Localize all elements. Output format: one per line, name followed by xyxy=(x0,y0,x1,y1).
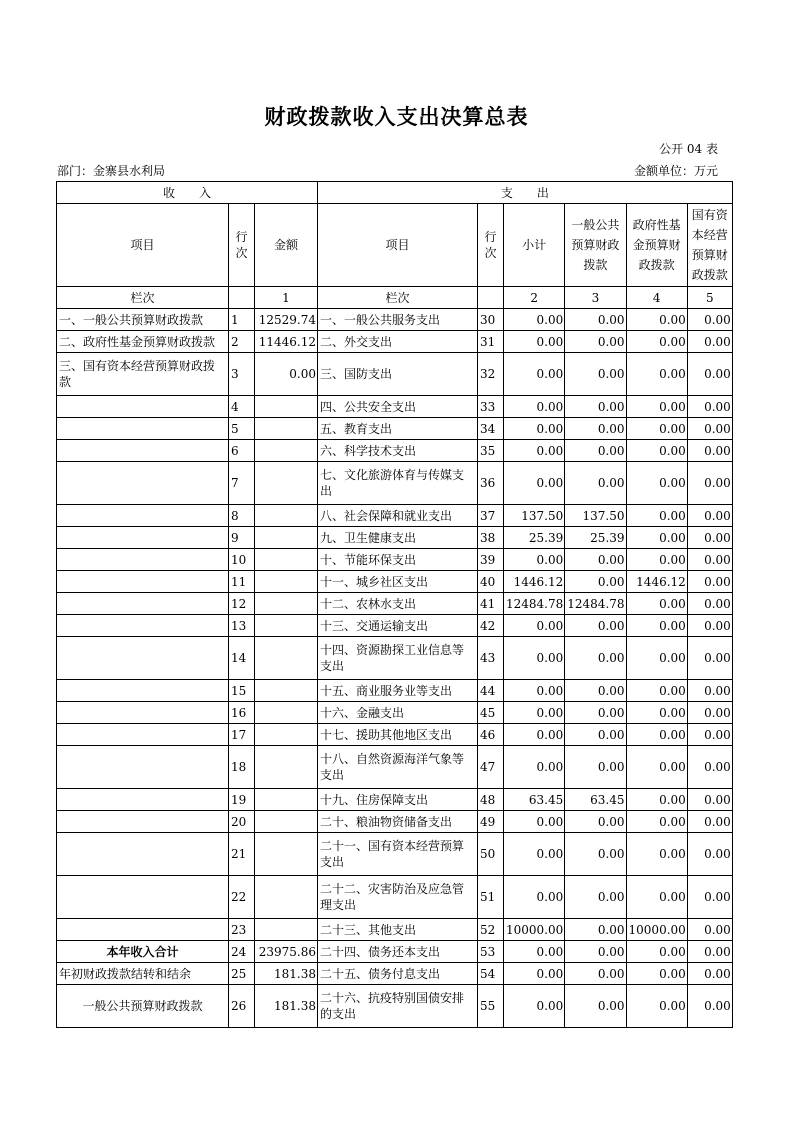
fund-budget-value: 0.00 xyxy=(626,680,687,702)
col-number-1: 1 xyxy=(255,287,318,309)
general-budget-value: 0.00 xyxy=(565,396,626,418)
state-capital-value: 0.00 xyxy=(687,702,732,724)
income-amount: 11446.12 xyxy=(255,331,318,353)
fund-budget-value: 0.00 xyxy=(626,637,687,680)
subtotal-value: 0.00 xyxy=(504,462,565,505)
expense-item: 十、节能环保支出 xyxy=(318,549,478,571)
state-capital-value: 0.00 xyxy=(687,985,732,1028)
income-item xyxy=(57,833,229,876)
expense-item: 六、科学技术支出 xyxy=(318,440,478,462)
general-budget-value: 0.00 xyxy=(565,615,626,637)
income-line-number: 18 xyxy=(229,746,255,789)
subtotal-header: 小计 xyxy=(504,204,565,287)
general-budget-value: 0.00 xyxy=(565,440,626,462)
expense-line-number: 30 xyxy=(478,309,504,331)
expense-line-number: 53 xyxy=(478,941,504,963)
table-row xyxy=(57,876,733,919)
subtotal-value: 0.00 xyxy=(504,418,565,440)
fund-budget-value: 0.00 xyxy=(626,353,687,396)
income-line-number: 17 xyxy=(229,724,255,746)
income-line-number: 7 xyxy=(229,462,255,505)
general-budget-value: 0.00 xyxy=(565,331,626,353)
table-row xyxy=(57,941,733,963)
section-header-row xyxy=(57,182,733,204)
income-amount: 23975.86 xyxy=(255,941,318,963)
subtotal-value: 0.00 xyxy=(504,309,565,331)
general-budget-value: 0.00 xyxy=(565,941,626,963)
fund-budget-value: 0.00 xyxy=(626,985,687,1028)
expense-line-number: 34 xyxy=(478,418,504,440)
income-line-number: 12 xyxy=(229,593,255,615)
subtotal-value: 10000.00 xyxy=(504,919,565,941)
income-line-number: 6 xyxy=(229,440,255,462)
general-budget-value: 0.00 xyxy=(565,680,626,702)
general-budget-value: 0.00 xyxy=(565,702,626,724)
income-item: 一、一般公共预算财政拨款 xyxy=(57,309,229,331)
income-item xyxy=(57,396,229,418)
expense-item: 十二、农林水支出 xyxy=(318,593,478,615)
income-item xyxy=(57,571,229,593)
subtotal-value: 0.00 xyxy=(504,680,565,702)
table-row xyxy=(57,637,733,680)
income-amount xyxy=(255,527,318,549)
fund-budget-header: 政府性基金预算财政拨款 xyxy=(626,204,687,287)
col-label-expense: 栏次 xyxy=(318,287,478,309)
table-row xyxy=(57,462,733,505)
general-budget-value: 137.50 xyxy=(565,505,626,527)
income-amount xyxy=(255,593,318,615)
subtotal-value: 0.00 xyxy=(504,985,565,1028)
subtotal-value: 0.00 xyxy=(504,941,565,963)
table-row xyxy=(57,418,733,440)
income-line-number: 14 xyxy=(229,637,255,680)
general-budget-value: 0.00 xyxy=(565,811,626,833)
expense-line-number: 51 xyxy=(478,876,504,919)
subtotal-value: 0.00 xyxy=(504,549,565,571)
subtotal-value: 0.00 xyxy=(504,331,565,353)
fund-budget-value: 0.00 xyxy=(626,462,687,505)
column-number-row xyxy=(57,287,733,309)
income-amount xyxy=(255,637,318,680)
expense-line-number: 44 xyxy=(478,680,504,702)
expense-line-number: 45 xyxy=(478,702,504,724)
table-row xyxy=(57,985,733,1028)
income-item xyxy=(57,811,229,833)
expense-line-number: 31 xyxy=(478,331,504,353)
expense-item: 五、教育支出 xyxy=(318,418,478,440)
expense-item: 三、国防支出 xyxy=(318,353,478,396)
fund-budget-value: 0.00 xyxy=(626,789,687,811)
amount-header: 金额 xyxy=(255,204,318,287)
state-capital-value: 0.00 xyxy=(687,571,732,593)
income-line-number: 13 xyxy=(229,615,255,637)
expense-line-number: 36 xyxy=(478,462,504,505)
table-row xyxy=(57,505,733,527)
income-section-header: 收 入 xyxy=(57,182,318,204)
fund-budget-value: 0.00 xyxy=(626,396,687,418)
fund-budget-value: 0.00 xyxy=(626,418,687,440)
income-amount xyxy=(255,746,318,789)
fund-budget-value: 0.00 xyxy=(626,549,687,571)
income-amount: 181.38 xyxy=(255,963,318,985)
state-capital-value: 0.00 xyxy=(687,396,732,418)
col-number-blank xyxy=(478,287,504,309)
state-capital-value: 0.00 xyxy=(687,876,732,919)
expense-item: 十八、自然资源海洋气象等支出 xyxy=(318,746,478,789)
fund-budget-value: 0.00 xyxy=(626,440,687,462)
income-line-number: 26 xyxy=(229,985,255,1028)
expense-line-number: 41 xyxy=(478,593,504,615)
state-capital-value: 0.00 xyxy=(687,811,732,833)
income-line-number: 23 xyxy=(229,919,255,941)
fund-budget-value: 0.00 xyxy=(626,724,687,746)
subtotal-value: 0.00 xyxy=(504,876,565,919)
income-item: 三、国有资本经营预算财政拨款 xyxy=(57,353,229,396)
income-line-number: 1 xyxy=(229,309,255,331)
income-amount xyxy=(255,680,318,702)
income-line-number: 5 xyxy=(229,418,255,440)
income-amount xyxy=(255,418,318,440)
income-item: 年初财政拨款结转和结余 xyxy=(57,963,229,985)
table-row xyxy=(57,789,733,811)
income-line-number: 4 xyxy=(229,396,255,418)
expense-item: 八、社会保障和就业支出 xyxy=(318,505,478,527)
subtotal-value: 0.00 xyxy=(504,353,565,396)
general-budget-value: 0.00 xyxy=(565,985,626,1028)
income-line-number: 22 xyxy=(229,876,255,919)
subtotal-value: 0.00 xyxy=(504,615,565,637)
state-capital-value: 0.00 xyxy=(687,462,732,505)
state-capital-value: 0.00 xyxy=(687,353,732,396)
subtotal-value: 63.45 xyxy=(504,789,565,811)
fund-budget-value: 0.00 xyxy=(626,505,687,527)
fund-budget-value: 0.00 xyxy=(626,702,687,724)
income-item xyxy=(57,746,229,789)
state-capital-value: 0.00 xyxy=(687,615,732,637)
state-capital-value: 0.00 xyxy=(687,440,732,462)
income-amount xyxy=(255,789,318,811)
table-row xyxy=(57,746,733,789)
table-row xyxy=(57,724,733,746)
table-row xyxy=(57,680,733,702)
income-line-number: 19 xyxy=(229,789,255,811)
income-item xyxy=(57,549,229,571)
expense-line-header: 行次 xyxy=(478,204,504,287)
expense-item: 二十二、灾害防治及应急管理支出 xyxy=(318,876,478,919)
general-budget-value: 0.00 xyxy=(565,746,626,789)
income-item: 二、政府性基金预算财政拨款 xyxy=(57,331,229,353)
fund-budget-value: 0.00 xyxy=(626,963,687,985)
subtotal-value: 12484.78 xyxy=(504,593,565,615)
income-item xyxy=(57,702,229,724)
subtotal-value: 0.00 xyxy=(504,963,565,985)
income-item-header: 项目 xyxy=(57,204,229,287)
fund-budget-value: 0.00 xyxy=(626,615,687,637)
fund-budget-value: 10000.00 xyxy=(626,919,687,941)
fund-budget-value: 0.00 xyxy=(626,941,687,963)
income-line-number: 15 xyxy=(229,680,255,702)
expense-line-number: 48 xyxy=(478,789,504,811)
subtotal-value: 25.39 xyxy=(504,527,565,549)
expense-line-number: 55 xyxy=(478,985,504,1028)
income-line-number: 16 xyxy=(229,702,255,724)
income-amount: 0.00 xyxy=(255,353,318,396)
expense-item: 二十一、国有资本经营预算支出 xyxy=(318,833,478,876)
income-item: 本年收入合计 xyxy=(57,941,229,963)
subtotal-value: 0.00 xyxy=(504,833,565,876)
expense-item: 二十三、其他支出 xyxy=(318,919,478,941)
state-capital-value: 0.00 xyxy=(687,418,732,440)
expense-item: 十一、城乡社区支出 xyxy=(318,571,478,593)
expense-line-number: 47 xyxy=(478,746,504,789)
col-number-blank xyxy=(229,287,255,309)
income-amount xyxy=(255,571,318,593)
expense-line-number: 54 xyxy=(478,963,504,985)
table-row xyxy=(57,963,733,985)
expense-item: 二十、粮油物资储备支出 xyxy=(318,811,478,833)
expense-item-header: 项目 xyxy=(318,204,478,287)
income-item xyxy=(57,615,229,637)
income-amount xyxy=(255,396,318,418)
unit-label: 金额单位：万元 xyxy=(633,164,718,178)
expense-line-number: 43 xyxy=(478,637,504,680)
expense-line-number: 32 xyxy=(478,353,504,396)
table-row xyxy=(57,440,733,462)
fund-budget-value: 0.00 xyxy=(626,527,687,549)
expense-item: 四、公共安全支出 xyxy=(318,396,478,418)
income-amount xyxy=(255,505,318,527)
income-amount: 12529.74 xyxy=(255,309,318,331)
general-budget-value: 0.00 xyxy=(565,418,626,440)
fund-budget-value: 0.00 xyxy=(626,833,687,876)
expense-line-number: 39 xyxy=(478,549,504,571)
table-row xyxy=(57,833,733,876)
state-capital-value: 0.00 xyxy=(687,724,732,746)
subtotal-value: 0.00 xyxy=(504,396,565,418)
income-amount xyxy=(255,833,318,876)
income-line-number: 9 xyxy=(229,527,255,549)
income-item xyxy=(57,593,229,615)
table-row xyxy=(57,615,733,637)
general-budget-value: 0.00 xyxy=(565,876,626,919)
expense-line-number: 35 xyxy=(478,440,504,462)
state-capital-value: 0.00 xyxy=(687,919,732,941)
general-budget-value: 0.00 xyxy=(565,637,626,680)
income-line-number: 24 xyxy=(229,941,255,963)
expense-item: 二十六、抗疫特别国债安排的支出 xyxy=(318,985,478,1028)
table-row xyxy=(57,919,733,941)
expense-line-number: 50 xyxy=(478,833,504,876)
state-capital-value: 0.00 xyxy=(687,637,732,680)
expense-line-number: 33 xyxy=(478,396,504,418)
general-budget-value: 0.00 xyxy=(565,833,626,876)
income-amount xyxy=(255,811,318,833)
income-line-header: 行次 xyxy=(229,204,255,287)
state-capital-value: 0.00 xyxy=(687,963,732,985)
income-amount xyxy=(255,615,318,637)
table-row xyxy=(57,396,733,418)
income-item xyxy=(57,505,229,527)
col-number-3: 3 xyxy=(565,287,626,309)
income-amount xyxy=(255,462,318,505)
expense-item: 十五、商业服务业等支出 xyxy=(318,680,478,702)
subtotal-value: 0.00 xyxy=(504,724,565,746)
subtotal-value: 0.00 xyxy=(504,702,565,724)
budget-table xyxy=(56,181,733,1028)
income-line-number: 20 xyxy=(229,811,255,833)
general-budget-value: 0.00 xyxy=(565,549,626,571)
income-line-number: 11 xyxy=(229,571,255,593)
expense-item: 十四、资源勘探工业信息等支出 xyxy=(318,637,478,680)
col-number-5: 5 xyxy=(687,287,732,309)
report-title: 财政拨款收入支出决算总表 xyxy=(264,104,529,129)
income-amount xyxy=(255,919,318,941)
expense-line-number: 49 xyxy=(478,811,504,833)
expense-line-number: 46 xyxy=(478,724,504,746)
expense-line-number: 52 xyxy=(478,919,504,941)
state-capital-value: 0.00 xyxy=(687,680,732,702)
income-item xyxy=(57,637,229,680)
expense-item: 十七、援助其他地区支出 xyxy=(318,724,478,746)
income-item: 一般公共预算财政拨款 xyxy=(57,985,229,1028)
general-budget-value: 0.00 xyxy=(565,724,626,746)
general-budget-value: 0.00 xyxy=(565,353,626,396)
table-row xyxy=(57,702,733,724)
expense-item: 二、外交支出 xyxy=(318,331,478,353)
fund-budget-value: 0.00 xyxy=(626,593,687,615)
income-line-number: 3 xyxy=(229,353,255,396)
table-row xyxy=(57,353,733,396)
expense-section-header: 支 出 xyxy=(318,182,733,204)
expense-line-number: 40 xyxy=(478,571,504,593)
income-line-number: 2 xyxy=(229,331,255,353)
income-item xyxy=(57,919,229,941)
expense-item: 二十四、债务还本支出 xyxy=(318,941,478,963)
state-capital-value: 0.00 xyxy=(687,593,732,615)
state-capital-value: 0.00 xyxy=(687,309,732,331)
income-item xyxy=(57,462,229,505)
expense-line-number: 42 xyxy=(478,615,504,637)
income-amount xyxy=(255,702,318,724)
fund-budget-value: 0.00 xyxy=(626,331,687,353)
subtotal-value: 0.00 xyxy=(504,637,565,680)
table-row xyxy=(57,593,733,615)
table-row xyxy=(57,527,733,549)
fund-budget-value: 1446.12 xyxy=(626,571,687,593)
column-header-row xyxy=(57,204,733,287)
expense-item: 二十五、债务付息支出 xyxy=(318,963,478,985)
state-capital-value: 0.00 xyxy=(687,331,732,353)
fund-budget-value: 0.00 xyxy=(626,309,687,331)
general-budget-value: 12484.78 xyxy=(565,593,626,615)
fund-budget-value: 0.00 xyxy=(626,876,687,919)
income-item xyxy=(57,724,229,746)
table-row xyxy=(57,811,733,833)
expense-line-number: 38 xyxy=(478,527,504,549)
table-row xyxy=(57,571,733,593)
income-line-number: 8 xyxy=(229,505,255,527)
state-capital-value: 0.00 xyxy=(687,549,732,571)
state-capital-value: 0.00 xyxy=(687,746,732,789)
state-capital-value: 0.00 xyxy=(687,505,732,527)
income-amount xyxy=(255,440,318,462)
state-capital-value: 0.00 xyxy=(687,527,732,549)
expense-line-number: 37 xyxy=(478,505,504,527)
expense-item: 十九、住房保障支出 xyxy=(318,789,478,811)
fund-budget-value: 0.00 xyxy=(626,811,687,833)
income-amount: 181.38 xyxy=(255,985,318,1028)
income-item xyxy=(57,418,229,440)
state-capital-header: 国有资本经营预算财政拨款 xyxy=(687,204,732,287)
subtotal-value: 0.00 xyxy=(504,746,565,789)
table-row xyxy=(57,309,733,331)
expense-item: 十六、金融支出 xyxy=(318,702,478,724)
income-line-number: 21 xyxy=(229,833,255,876)
income-line-number: 25 xyxy=(229,963,255,985)
general-budget-value: 63.45 xyxy=(565,789,626,811)
subtotal-value: 1446.12 xyxy=(504,571,565,593)
general-budget-value: 0.00 xyxy=(565,919,626,941)
state-capital-value: 0.00 xyxy=(687,789,732,811)
subtotal-value: 0.00 xyxy=(504,811,565,833)
state-capital-value: 0.00 xyxy=(687,833,732,876)
expense-item: 九、卫生健康支出 xyxy=(318,527,478,549)
subtotal-value: 0.00 xyxy=(504,440,565,462)
expense-item: 十三、交通运输支出 xyxy=(318,615,478,637)
general-budget-value: 0.00 xyxy=(565,571,626,593)
fund-budget-value: 0.00 xyxy=(626,746,687,789)
col-number-4: 4 xyxy=(626,287,687,309)
income-amount xyxy=(255,724,318,746)
income-item xyxy=(57,876,229,919)
form-code: 公开 04 表 xyxy=(659,142,718,156)
income-item xyxy=(57,440,229,462)
col-number-2: 2 xyxy=(504,287,565,309)
income-amount xyxy=(255,549,318,571)
income-item xyxy=(57,680,229,702)
expense-item: 一、一般公共服务支出 xyxy=(318,309,478,331)
income-line-number: 10 xyxy=(229,549,255,571)
income-item xyxy=(57,789,229,811)
general-budget-value: 0.00 xyxy=(565,462,626,505)
general-budget-value: 25.39 xyxy=(565,527,626,549)
state-capital-value: 0.00 xyxy=(687,941,732,963)
department-label: 部门：金寨县水利局 xyxy=(57,164,166,178)
income-item xyxy=(57,527,229,549)
subtotal-value: 137.50 xyxy=(504,505,565,527)
expense-item: 七、文化旅游体育与传媒支出 xyxy=(318,462,478,505)
table-row xyxy=(57,549,733,571)
general-budget-header: 一般公共预算财政拨款 xyxy=(565,204,626,287)
general-budget-value: 0.00 xyxy=(565,309,626,331)
general-budget-value: 0.00 xyxy=(565,963,626,985)
table-row xyxy=(57,331,733,353)
income-amount xyxy=(255,876,318,919)
col-label-income: 栏次 xyxy=(57,287,229,309)
